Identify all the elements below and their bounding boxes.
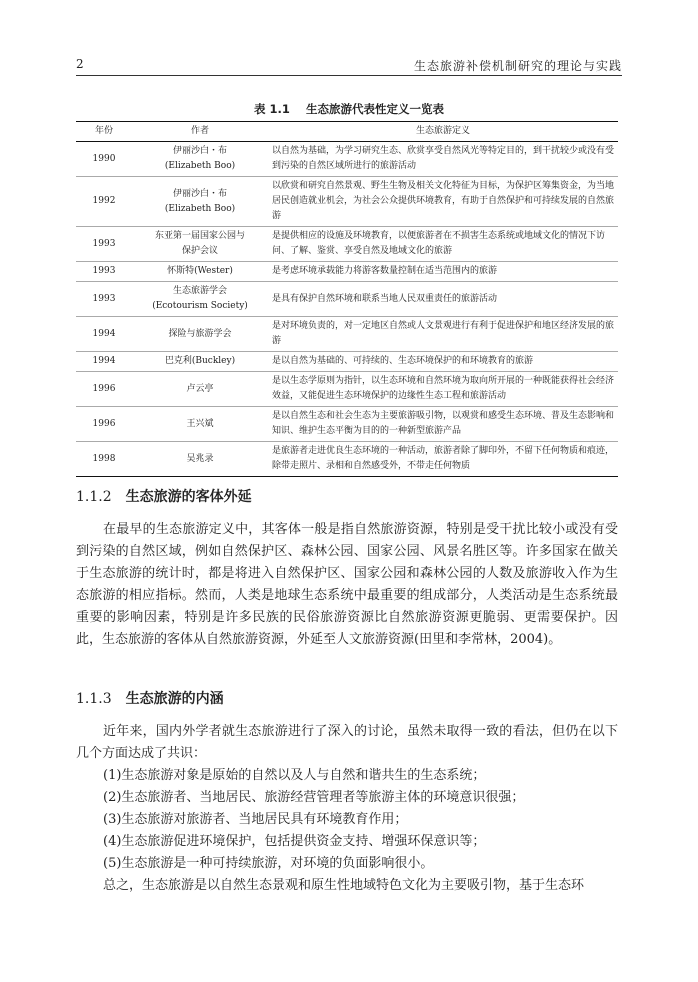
- table-caption: [0, 101, 698, 117]
- section-title: 生态旅游的客体外延: [125, 489, 252, 505]
- column-header-author: 作者: [132, 122, 268, 142]
- cell-year: 1996: [76, 407, 132, 442]
- cell-definition: 是提供相应的设施及环境教育，以便旅游者在不损害生态系统或地域文化的情况下访问、了解、鉴赏、享受自然及地域文化的旅游: [268, 227, 618, 262]
- cell-year: 1993: [76, 262, 132, 282]
- cell-author: 卢云亭: [132, 372, 268, 407]
- cell-definition: 以欣赏和研究自然景观、野生生物及相关文化特征为目标，为保护区筹集资金，为当地居民创造就业机会，为社会公众提供环境教育，有助于自然保护和可持续发展的自然旅游: [268, 177, 618, 227]
- cell-year: 1993: [76, 282, 132, 317]
- consensus-list: [76, 765, 618, 875]
- cell-author: 吴兆录: [132, 442, 268, 477]
- paragraph: 在最早的生态旅游定义中，其客体一般是指自然旅游资源，特别是受干扰比较小或没有受到污染的自然区域，例如自然保护区、森林公园、国家公园、风景名胜区等。许多国家在做关于生态旅游的统计时，都是将进入自然保护区、国家公园和森林公园的人数及旅游收入作为生态旅游的相应指标。然而，人类是地球生态系统中最重要的组成部分，人类活动是生态系统最重要的影响因素，特别是许多民族的民俗旅游资源比自然旅游资源更脆弱、更需要保护。因此，生态旅游的客体从自然旅游资源，外延至人文旅游资源(田里和李常林，2004)。: [76, 522, 618, 647]
- list-item: (1)生态旅游对象是原始的自然以及人与自然和谐共生的生态系统；: [103, 768, 486, 783]
- cell-author: 伊丽沙白・布 (Elizabeth Boo): [132, 142, 268, 177]
- cell-year: 1993: [76, 227, 132, 262]
- cell-author: 王兴斌: [132, 407, 268, 442]
- table-header-row: [76, 122, 618, 142]
- section-1-1-2-body: [76, 519, 618, 651]
- list-item: (2)生态旅游者、当地居民、旅游经营管理者等旅游主体的环境意识很强；: [103, 790, 525, 805]
- cell-author: 怀斯特(Wester): [132, 262, 268, 282]
- cell-definition: 是以生态学原则为指针，以生态环境和自然环境为取向所开展的一种既能获得社会经济效益，又能促进生态环境保护的边缘性生态工程和旅游活动: [268, 372, 618, 407]
- cell-year: 1994: [76, 352, 132, 372]
- list-item: (5)生态旅游是一种可持续旅游，对环境的负面影响很小。: [103, 856, 434, 871]
- cell-year: 1990: [76, 142, 132, 177]
- paragraph: 近年来，国内外学者就生态旅游进行了深入的讨论，虽然未取得一致的看法，但仍在以下几个方面达成了共识：: [76, 724, 618, 761]
- section-number: 1.1.3: [76, 691, 112, 707]
- header-rule: [76, 75, 622, 76]
- running-header: [76, 57, 622, 73]
- cell-author: 探险与旅游学会: [132, 317, 268, 352]
- cell-author: 巴克利(Buckley): [132, 352, 268, 372]
- cell-definition: 是考虑环境承载能力将游客数量控制在适当范围内的旅游: [268, 262, 618, 282]
- cell-year: 1992: [76, 177, 132, 227]
- section-1-1-3-closing: [76, 875, 618, 897]
- table-row: [76, 372, 618, 407]
- table-row: [76, 442, 618, 477]
- cell-definition: 是以自然为基础的、可持续的、生态环境保护的和环境教育的旅游: [268, 352, 618, 372]
- section-heading-1-1-3: [76, 688, 224, 708]
- table-row: [76, 282, 618, 317]
- table-row: [76, 317, 618, 352]
- section-heading-1-1-2: [76, 486, 252, 506]
- list-item: (4)生态旅游促进环境保护，包括提供资金支持、增强环保意识等；: [103, 834, 486, 849]
- section-title: 生态旅游的内涵: [125, 691, 224, 707]
- paragraph: 总之，生态旅游是以自然生态景观和原生性地域特色文化为主要吸引物，基于生态环: [103, 878, 585, 893]
- table-row: [76, 142, 618, 177]
- definitions-table: [76, 121, 618, 477]
- table-row: [76, 352, 618, 372]
- column-header-year: 年份: [76, 122, 132, 142]
- cell-definition: 是具有保护自然环境和联系当地人民双重责任的旅游活动: [268, 282, 618, 317]
- cell-year: 1994: [76, 317, 132, 352]
- list-item: (3)生态旅游对旅游者、当地居民具有环境教育作用；: [103, 812, 408, 827]
- page-number: 2: [76, 57, 84, 71]
- book-title: 生态旅游补偿机制研究的理论与实践: [413, 59, 622, 73]
- table-row: [76, 262, 618, 282]
- column-header-definition: 生态旅游定义: [268, 122, 618, 142]
- section-1-1-3-intro: [76, 721, 618, 765]
- table-caption-text: 生态旅游代表性定义一览表: [305, 102, 444, 116]
- table-caption-label: 表 1.1: [254, 102, 290, 116]
- section-number: 1.1.2: [76, 489, 112, 505]
- cell-definition: 以自然为基础，为学习研究生态、欣赏享受自然风光等特定目的，到干扰较少或没有受到污染的自然区域所进行的旅游活动: [268, 142, 618, 177]
- cell-definition: 是对环境负责的，对一定地区自然或人文景观进行有利于促进保护和地区经济发展的旅游: [268, 317, 618, 352]
- cell-author: 伊丽沙白・布 (Elizabeth Boo): [132, 177, 268, 227]
- cell-year: 1998: [76, 442, 132, 477]
- cell-definition: 是旅游者走进优良生态环境的一种活动，旅游者除了脚印外，不留下任何物质和痕迹，除带走照片、录相和自然感受外，不带走任何物质: [268, 442, 618, 477]
- cell-author: 生态旅游学会 (Ecotourism Society): [132, 282, 268, 317]
- cell-definition: 是以自然生态和社会生态为主要旅游吸引物，以观赏和感受生态环境、普及生态影响和知识、维护生态平衡为目的的一种新型旅游产品: [268, 407, 618, 442]
- table-row: [76, 227, 618, 262]
- table-row: [76, 177, 618, 227]
- table-row: [76, 407, 618, 442]
- cell-year: 1996: [76, 372, 132, 407]
- cell-author: 东亚第一届国家公园与 保护会议: [132, 227, 268, 262]
